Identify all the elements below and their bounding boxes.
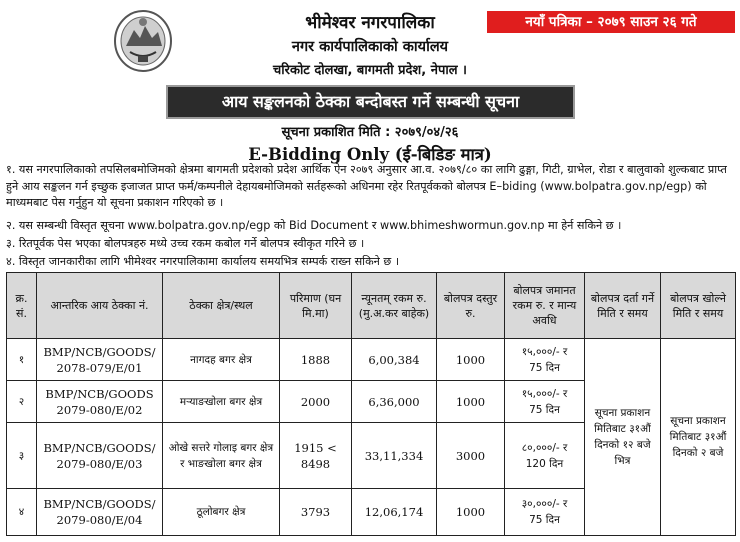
header-guarantee: बोलपत्र जमानत रकम रु. र मान्य अवधि bbox=[505, 273, 585, 339]
cell-sn: ३ bbox=[7, 423, 37, 489]
cell-area: ठूलोबगर क्षेत्र bbox=[163, 489, 280, 536]
guarantee-period: 75 दिन bbox=[529, 403, 560, 416]
cell-open-time: सूचना प्रकाशन मितिबाट ३१औं दिनको २ बजे bbox=[661, 339, 736, 536]
cell-guarantee bbox=[505, 339, 585, 381]
cell-sn: १ bbox=[7, 339, 37, 381]
guarantee-period: 75 दिन bbox=[529, 514, 560, 526]
cell-contract-no: BMP/NCB/GOODS 2079-080/E/02 bbox=[37, 381, 163, 423]
header-reg-time: बोलपत्र दर्ता गर्ने मिति र समय bbox=[585, 273, 661, 339]
cell-guarantee bbox=[505, 381, 585, 423]
header-quantity: परिमाण (घन मि.मा) bbox=[280, 273, 352, 339]
cell-sn: ४ bbox=[7, 489, 37, 536]
notice-paragraph-1: १. यस नगरपालिकाको तपसिलबमोजिमको क्षेत्रमा बागमती प्रदेशको प्रदेश आर्थिक ऐन २०७९ अनुसार आ.व. २०७९/८० का लागि ढुङ्गा, गिटी, ग्राभेल, रोडा र बालुवाको शुल्कबाट प्राप्त हुने आय सङ्कलन गर्न इच्छुक इजाजत प्राप्त फर्म/कम्पनीले देहायबमोजिमको सर्तहरूको अधिनमा रहेर रितपूर्वकको बोलपत्र E–biding (www.bolpatra.gov.np/egp) को माध्यमबाट पेस गर्नुहुन यो सूचना प्रकाशन गरिएको छ । bbox=[6, 163, 727, 209]
guarantee-amount: ३०,०००/- र bbox=[521, 498, 568, 510]
cell-sn: २ bbox=[7, 381, 37, 423]
cell-quantity: 2000 bbox=[280, 381, 352, 423]
notice-title: आय सङ्कलनको ठेक्का बन्दोबस्त गर्ने सम्बन्धी सूचना bbox=[166, 85, 575, 119]
guarantee-period: 120 दिन bbox=[525, 457, 564, 470]
cell-quantity: 3793 bbox=[280, 489, 352, 536]
header-contract-no: आन्तरिक आय ठेक्का नं. bbox=[37, 273, 163, 339]
cell-quantity: 1915 < 8498 bbox=[280, 423, 352, 489]
cell-bid-fee: 1000 bbox=[437, 489, 505, 536]
header-sn: क्र. सं. bbox=[7, 273, 37, 339]
publish-date: सूचना प्रकाशित मिति : २०७९/०४/२६ bbox=[281, 125, 459, 140]
cell-area: मऱ्याङखोला बगर क्षेत्र bbox=[163, 381, 280, 423]
header-min-amount: न्यूनतम् रकम रु. (मु.अ.कर बाहेक) bbox=[352, 273, 437, 339]
office-address: चरिकोट दोलखा, बागमती प्रदेश, नेपाल । bbox=[273, 63, 467, 78]
guarantee-amount: १५,०००/- र bbox=[521, 387, 568, 400]
notice-paragraph-3: ३. रितपूर्वक पेस भएका बोलपत्रहरु मध्ये उच्च रकम कबोल गर्ने बोलपत्र स्वीकृत गरिने छ । bbox=[6, 237, 365, 250]
cell-min-amount: 6,00,384 bbox=[352, 339, 437, 381]
cell-contract-no: BMP/NCB/GOODS/ 2078-079/E/01 bbox=[37, 339, 163, 381]
guarantee-amount: १५,०००/- र bbox=[521, 345, 568, 358]
newspaper-source-badge: नयाँ पत्रिका – २०७९ साउन २६ गते bbox=[487, 11, 735, 33]
guarantee-period: 75 दिन bbox=[529, 361, 560, 374]
table-row bbox=[7, 339, 736, 381]
cell-min-amount: 12,06,174 bbox=[352, 489, 437, 536]
cell-bid-fee: 3000 bbox=[437, 423, 505, 489]
cell-contract-no: BMP/NCB/GOODS/ 2079-080/E/03 bbox=[37, 423, 163, 489]
cell-reg-time: सूचना प्रकाशन मितिबाट ३१औं दिनको १२ बजे भित्र bbox=[585, 339, 661, 536]
header-bid-fee: बोलपत्र दस्तुर रु. bbox=[437, 273, 505, 339]
cell-contract-no: BMP/NCB/GOODS/ 2079-080/E/04 bbox=[37, 489, 163, 536]
header-open-time: बोलपत्र खोल्ने मिति र समय bbox=[661, 273, 736, 339]
cell-guarantee bbox=[505, 423, 585, 489]
cell-min-amount: 6,36,000 bbox=[352, 381, 437, 423]
guarantee-amount: ८०,०००/- र bbox=[521, 441, 568, 454]
e-bidding-heading: E-Bidding Only (ई-बिडिङ मात्र) bbox=[248, 145, 492, 164]
cell-guarantee bbox=[505, 489, 585, 536]
office-name: नगर कार्यपालिकाको कार्यालय bbox=[291, 39, 449, 55]
cell-min-amount: 33,11,334 bbox=[352, 423, 437, 489]
cell-area: नागदह बगर क्षेत्र bbox=[163, 339, 280, 381]
header-area: ठेक्का क्षेत्र/स्थल bbox=[163, 273, 280, 339]
cell-bid-fee: 1000 bbox=[437, 339, 505, 381]
table-header-row bbox=[7, 273, 736, 339]
cell-bid-fee: 1000 bbox=[437, 381, 505, 423]
notice-paragraph-2: २. यस सम्बन्धी विस्तृत सूचना www.bolpatra.gov.np/egp को Bid Document र www.bhimeshwormun.gov.np मा हेर्न सकिने छ । bbox=[6, 219, 622, 232]
contract-table bbox=[6, 272, 736, 536]
notice-paragraph-4: ४. विस्तृत जानकारीका लागि भीमेश्वर नगरपालिकामा कार्यालय समयभित्र सम्पर्क राख्न सकिने छ । bbox=[6, 255, 400, 268]
municipality-name: भीमेश्वर नगरपालिका bbox=[305, 13, 435, 33]
cell-quantity: 1888 bbox=[280, 339, 352, 381]
cell-area: ओखे सत्तरे गोलाइ बगर क्षेत्र र भाङखोला बगर क्षेत्र bbox=[163, 423, 280, 489]
